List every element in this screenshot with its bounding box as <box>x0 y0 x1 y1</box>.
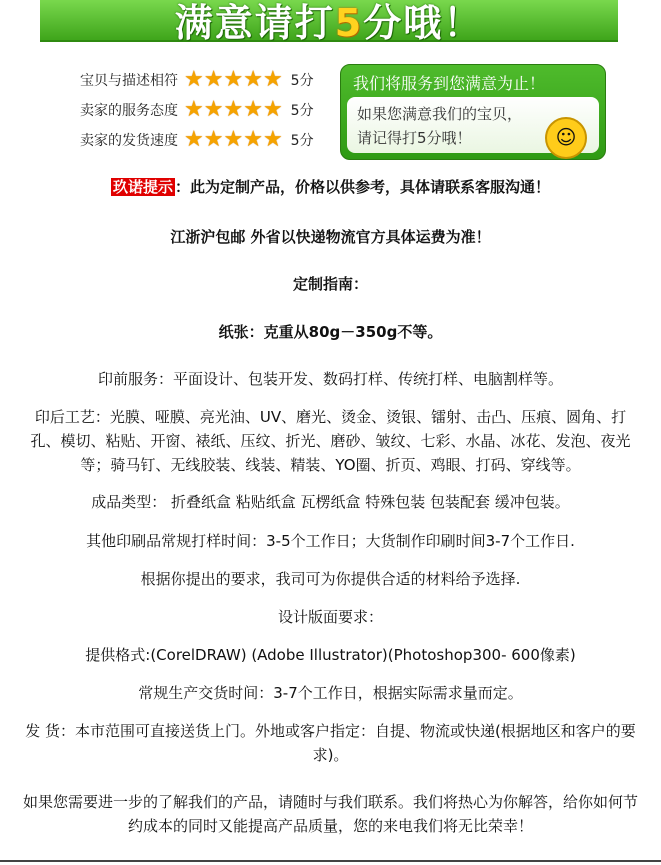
smiley-icon: ☺ <box>545 117 587 159</box>
banner-text-pre: 满意请打 <box>174 1 335 45</box>
rating-row-description <box>60 66 314 94</box>
banner-text-post: 分哦！ <box>363 1 484 45</box>
shipping-policy-line: 求)。 <box>312 746 349 764</box>
star-icon: ★ <box>243 97 263 122</box>
banner-number: 5 <box>334 1 364 45</box>
postpress-block <box>0 405 661 477</box>
star-icon: ★ <box>243 67 263 92</box>
rating-label: 卖家的服务态度 <box>80 103 178 119</box>
star-icon: ★ <box>203 67 224 92</box>
star-icon: ★ <box>184 97 204 122</box>
notice-text: ：此为定制产品，价格以供参考，具体请联系客服沟通！ <box>175 178 551 196</box>
rating-label: 宝贝与描述相符 <box>80 73 178 89</box>
closing-message <box>0 790 661 838</box>
paper-spec: 纸张：克重从80g－350g不等。 <box>218 323 443 341</box>
star-icon: ★ <box>203 97 224 122</box>
closing-line: 约成本的同时又能提高产品质量，您的来电我们将无比荣幸！ <box>127 817 533 835</box>
star-icon: ★ <box>203 127 224 152</box>
star-icon: ★ <box>223 97 244 122</box>
notice-line <box>0 175 661 199</box>
rating-panel <box>60 62 620 162</box>
design-requirements: 设计版面要求： <box>277 608 383 626</box>
rating-row-shipping <box>60 126 314 154</box>
star-rating <box>184 129 283 151</box>
star-rating <box>184 69 283 91</box>
product-types: 成品类型： 折叠纸盒 粘贴纸盒 瓦楞纸盒 特殊包装 包装配套 缓冲包装。 <box>91 493 570 511</box>
rating-score: 5分 <box>290 103 314 119</box>
shipping-policy <box>0 719 661 767</box>
star-rating <box>184 99 283 121</box>
bubble-text: 如果您满意我们的宝贝， <box>357 105 523 123</box>
star-icon: ★ <box>184 67 204 92</box>
file-formats: 提供格式:(CorelDRAW) (Adobe Illustrator)(Photoshop300- 600像素) <box>85 646 576 664</box>
banner-title <box>40 0 618 47</box>
bubble-inner <box>347 97 599 153</box>
delivery-time: 常规生产交货时间：3-7个工作日，根据实际需求量而定。 <box>138 684 523 702</box>
shipping-policy-line: 发 货：本市范围可直接送货上门。外地或客户指定：自提、物流或快递(根据地区和客户的要 <box>25 722 636 740</box>
star-icon: ★ <box>223 67 244 92</box>
rating-score: 5分 <box>290 133 314 149</box>
bottom-divider <box>0 860 661 862</box>
rating-score: 5分 <box>290 73 314 89</box>
rating-banner <box>40 0 618 45</box>
star-icon: ★ <box>223 127 244 152</box>
rating-label: 卖家的发货速度 <box>80 133 178 149</box>
star-icon: ★ <box>262 97 283 122</box>
star-icon: ★ <box>243 127 263 152</box>
star-icon: ★ <box>184 127 204 152</box>
notice-tag: 玖诺提示 <box>112 178 173 196</box>
postpress-line: 等；骑马钉、无线胶装、线装、精装、YO圈、折页、鸡眼、打码、穿线等。 <box>80 456 581 474</box>
shipping-note: 江浙沪包邮 外省以快递物流官方具体运费为准！ <box>170 228 491 246</box>
sample-time: 其他印刷品常规打样时间：3-5个工作日；大货制作印刷时间3-7个工作日. <box>86 532 575 550</box>
bubble-headline: 我们将服务到您满意为止！ <box>353 74 546 93</box>
guide-title: 定制指南： <box>292 275 368 293</box>
rating-row-service <box>60 96 314 124</box>
material-note: 根据你提出的要求，我司可为你提供合适的材料给予选择. <box>140 570 521 588</box>
closing-line: 如果您需要进一步的了解我们的产品，请随时与我们联系。我们将热心为你解答，给你如何节 <box>22 793 638 811</box>
service-bubble <box>340 64 606 160</box>
prepress-services: 印前服务：平面设计、包装开发、数码打样、传统打样、电脑割样等。 <box>97 370 563 388</box>
bubble-text: 请记得打5分哦！ <box>357 129 472 147</box>
postpress-line: 印后工艺：光膜、哑膜、亮光油、UV、磨光、烫金、烫银、镭射、击凸、压痕、圆角、打 <box>34 408 627 426</box>
star-icon: ★ <box>262 67 283 92</box>
postpress-line: 孔、模切、粘贴、开窗、裱纸、压纹、折光、磨砂、皱纹、七彩、水晶、冰花、发泡、夜光 <box>30 432 631 450</box>
star-icon: ★ <box>262 127 283 152</box>
